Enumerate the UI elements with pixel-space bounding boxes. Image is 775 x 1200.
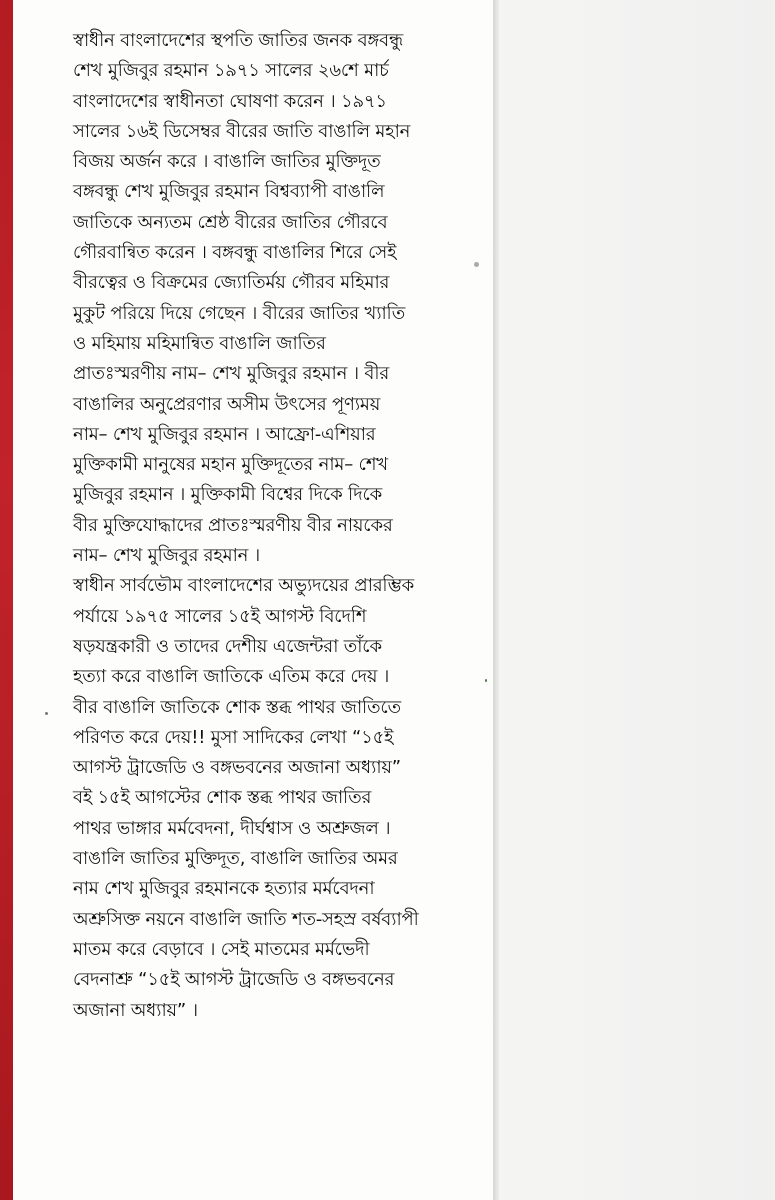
text-line: মুজিবুর রহমান । মুক্তিকামী বিশ্বের দিকে দিকে (73, 484, 383, 506)
dust-speck (474, 262, 479, 267)
flap-text (73, 26, 473, 1026)
text-line: ও মহিমায় মহিমান্বিত বাঙালি জাতির (73, 332, 326, 354)
dust-speck (485, 679, 487, 682)
text-line: মুক্তিকামী মানুষের মহান মুক্তিদূতের নাম– শেখ (73, 454, 388, 476)
red-cover-edge (0, 0, 13, 1200)
dust-speck (45, 712, 48, 715)
text-line: বই ১৫ই আগস্টের শোক স্তব্ধ পাথর জাতির (73, 787, 372, 809)
text-line: স্বাধীন সার্বভৌম বাংলাদেশের অভ্যুদয়ের প্রারম্ভিক (73, 575, 414, 597)
text-line: বঙ্গবন্ধু শেখ মুজিবুর রহমান বিশ্বব্যাপী বাঙালি (73, 181, 385, 203)
book-flap (13, 0, 493, 1200)
text-line: স্বাধীন বাংলাদেশের স্থপতি জাতির জনক বঙ্গবন্ধু (73, 30, 403, 51)
text-line: বাংলাদেশের স্বাধীনতা ঘোষণা করেন । ১৯৭১ (73, 90, 387, 112)
text-line: পাথর ভাঙ্গার মর্মবেদনা, দীর্ঘশ্বাস ও অশ্রুজল । (73, 817, 391, 839)
text-line: ষড়যন্ত্রকারী ও তাদের দেশীয় এজেন্টরা তাঁকে (73, 635, 382, 657)
text-line: পর্যায়ে ১৯৭৫ সালের ১৫ই আগস্ট বিদেশি (73, 605, 367, 627)
text-line: অশ্রুসিক্ত নয়নে বাঙালি জাতি শত-সহস্র বর্ষব্যাপী (73, 908, 419, 930)
text-line: হত্যা করে বাঙালি জাতিকে এতিম করে দেয় । (73, 666, 390, 688)
text-line: বেদনাশ্রু “১৫ই আগস্ট ট্রাজেডি ও বঙ্গভবনের (73, 969, 395, 991)
text-line: শেখ মুজিবুর রহমান ১৯৭১ সালের ২৬শে মার্চ (73, 60, 389, 82)
text-line: বিজয় অর্জন করে । বাঙালি জাতির মুক্তিদূত (73, 151, 381, 173)
text-line: বাঙালি জাতির মুক্তিদূত, বাঙালি জাতির অমর (73, 848, 398, 870)
text-line: পরিণত করে দেয়!! মুসা সাদিকের লেখা “১৫ই (73, 726, 394, 748)
text-line: সালের ১৬ই ডিসেম্বর বীরের জাতি বাঙালি মহান (73, 120, 411, 142)
text-line: নাম– শেখ মুজিবুর রহমান । আফ্রো-এশিয়ার (73, 423, 376, 445)
flap-shadow-edge (493, 0, 499, 1200)
text-line: অজানা অধ্যায়” । (73, 999, 198, 1021)
text-line: বীরত্বের ও বিক্রমের জ্যোতির্ময় গৌরব মহিমার (73, 272, 390, 294)
text-line: নাম– শেখ মুজিবুর রহমান । (73, 545, 260, 567)
text-line: প্রাতঃস্মরণীয় নাম– শেখ মুজিবুর রহমান । বীর (73, 363, 390, 385)
text-line: মুকুট পরিয়ে দিয়ে গেছেন । বীরের জাতির খ্যাতি (73, 302, 406, 324)
text-line: বীর মুক্তিযোদ্ধাদের প্রাতঃস্মরণীয় বীর নায়কের (73, 514, 393, 536)
text-line: নাম শেখ মুজিবুর রহমানকে হত্যার মর্মবেদনা (73, 878, 375, 900)
text-line: আগস্ট ট্রাজেডি ও বঙ্গভবনের অজানা অধ্যায়” (73, 757, 401, 779)
text-line: বীর বাঙালি জাতিকে শোক স্তব্ধ পাথর জাতিতে (73, 696, 401, 718)
text-line: মাতম করে বেড়াবে । সেই মাতমের মর্মভেদী (73, 938, 370, 960)
text-line: বাঙালির অনুপ্রেরণার অসীম উৎসের পূণ্যময় (73, 393, 381, 415)
text-line: গৌরবান্বিত করেন । বঙ্গবন্ধু বাঙালির শিরে সেই (73, 242, 397, 264)
text-line: জাতিকে অন্যতম শ্রেষ্ঠ বীরের জাতির গৌরবে (73, 211, 388, 233)
